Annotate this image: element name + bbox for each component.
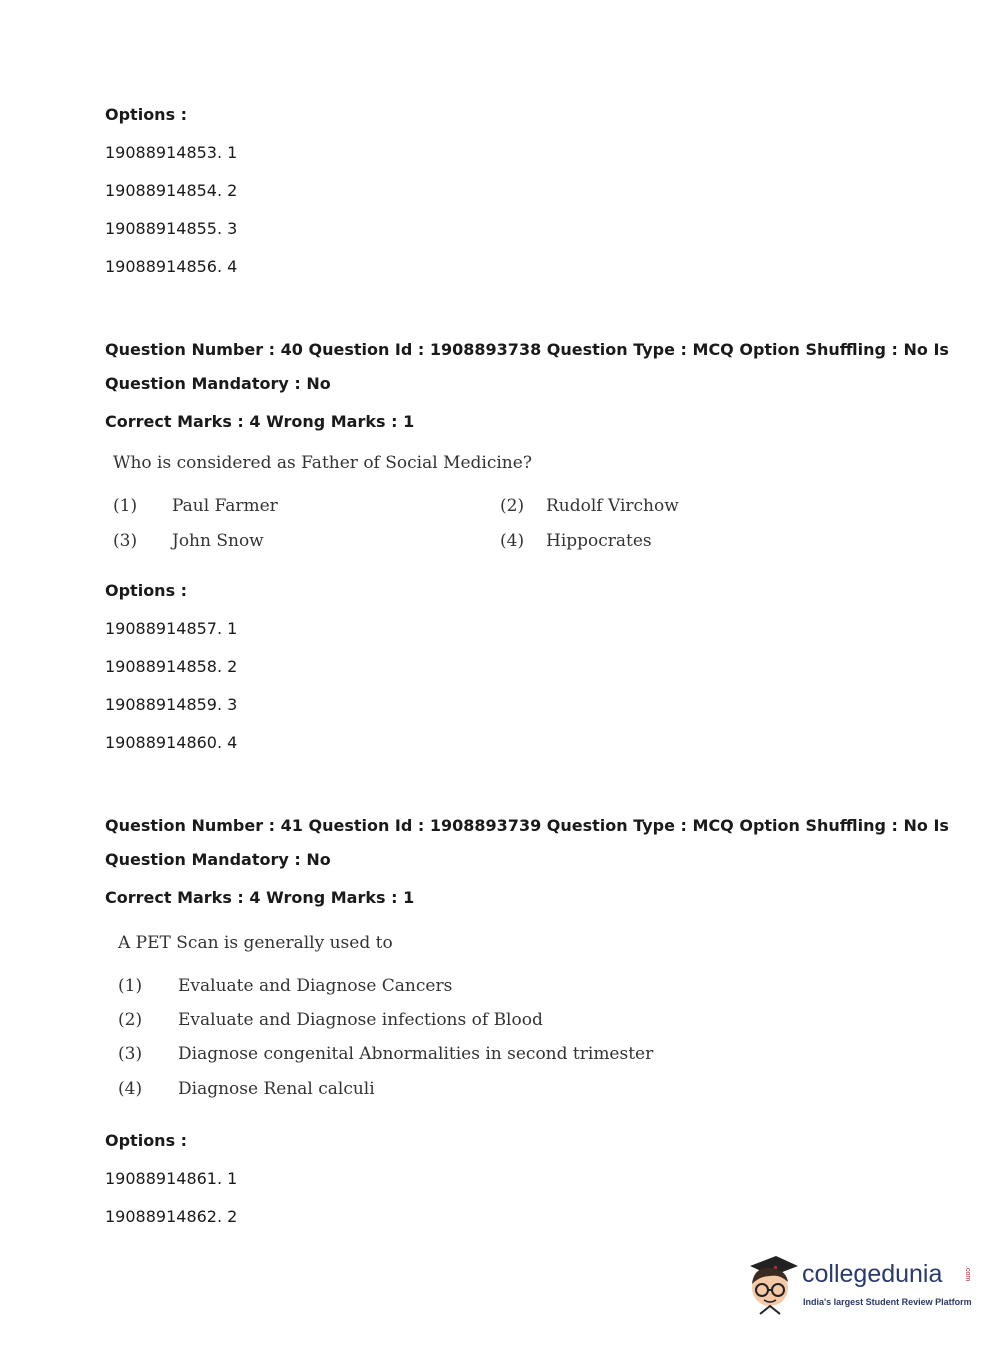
choice-number: (4)	[118, 1079, 143, 1099]
option-item: 19088914854. 2	[105, 181, 238, 200]
question-marks: Correct Marks : 4 Wrong Marks : 1	[105, 888, 415, 907]
choice-number: (1)	[113, 496, 138, 516]
option-item: 19088914860. 4	[105, 733, 238, 752]
option-item: 19088914856. 4	[105, 257, 238, 276]
choice-number: (3)	[113, 531, 138, 551]
choice-text: Paul Farmer	[172, 496, 278, 516]
option-item: 19088914853. 1	[105, 143, 238, 162]
choice-number: (4)	[500, 531, 525, 551]
logo-tagline: India's largest Student Review Platform	[803, 1297, 972, 1307]
question-mandatory: Question Mandatory : No	[105, 850, 331, 869]
option-item: 19088914861. 1	[105, 1169, 238, 1188]
choice-text: Evaluate and Diagnose infections of Blood	[178, 1010, 543, 1030]
option-item: 19088914858. 2	[105, 657, 238, 676]
option-item: 19088914855. 3	[105, 219, 238, 238]
student-mascot-icon	[742, 1250, 800, 1318]
choice-text: Diagnose congenital Abnormalities in second trimester	[178, 1044, 654, 1064]
question-header: Question Number : 41 Question Id : 1908893739 Question Type : MCQ Option Shuffling : No Is	[105, 816, 949, 835]
question-marks: Correct Marks : 4 Wrong Marks : 1	[105, 412, 415, 431]
collegedunia-logo[interactable]	[742, 1250, 972, 1320]
question-mandatory: Question Mandatory : No	[105, 374, 331, 393]
choice-number: (2)	[500, 496, 525, 516]
logo-suffix: .com	[964, 1266, 971, 1282]
choice-text: Evaluate and Diagnose Cancers	[178, 976, 453, 996]
choice-number: (1)	[118, 976, 143, 996]
logo-name: collegedunia	[802, 1260, 943, 1288]
question-text: Who is considered as Father of Social Medicine?	[113, 453, 532, 473]
question-text: A PET Scan is generally used to	[118, 933, 393, 953]
option-item: 19088914859. 3	[105, 695, 238, 714]
choice-number: (3)	[118, 1044, 143, 1064]
question-header: Question Number : 40 Question Id : 1908893738 Question Type : MCQ Option Shuffling : No Is	[105, 340, 949, 359]
choice-text: John Snow	[172, 531, 264, 551]
option-item: 19088914857. 1	[105, 619, 238, 638]
options-label: Options :	[105, 581, 188, 600]
choice-text: Diagnose Renal calculi	[178, 1079, 375, 1099]
choice-number: (2)	[118, 1010, 143, 1030]
choice-text: Hippocrates	[546, 531, 652, 551]
options-label: Options :	[105, 1131, 188, 1150]
option-item: 19088914862. 2	[105, 1207, 238, 1226]
options-label: Options :	[105, 105, 188, 124]
choice-text: Rudolf Virchow	[546, 496, 679, 516]
